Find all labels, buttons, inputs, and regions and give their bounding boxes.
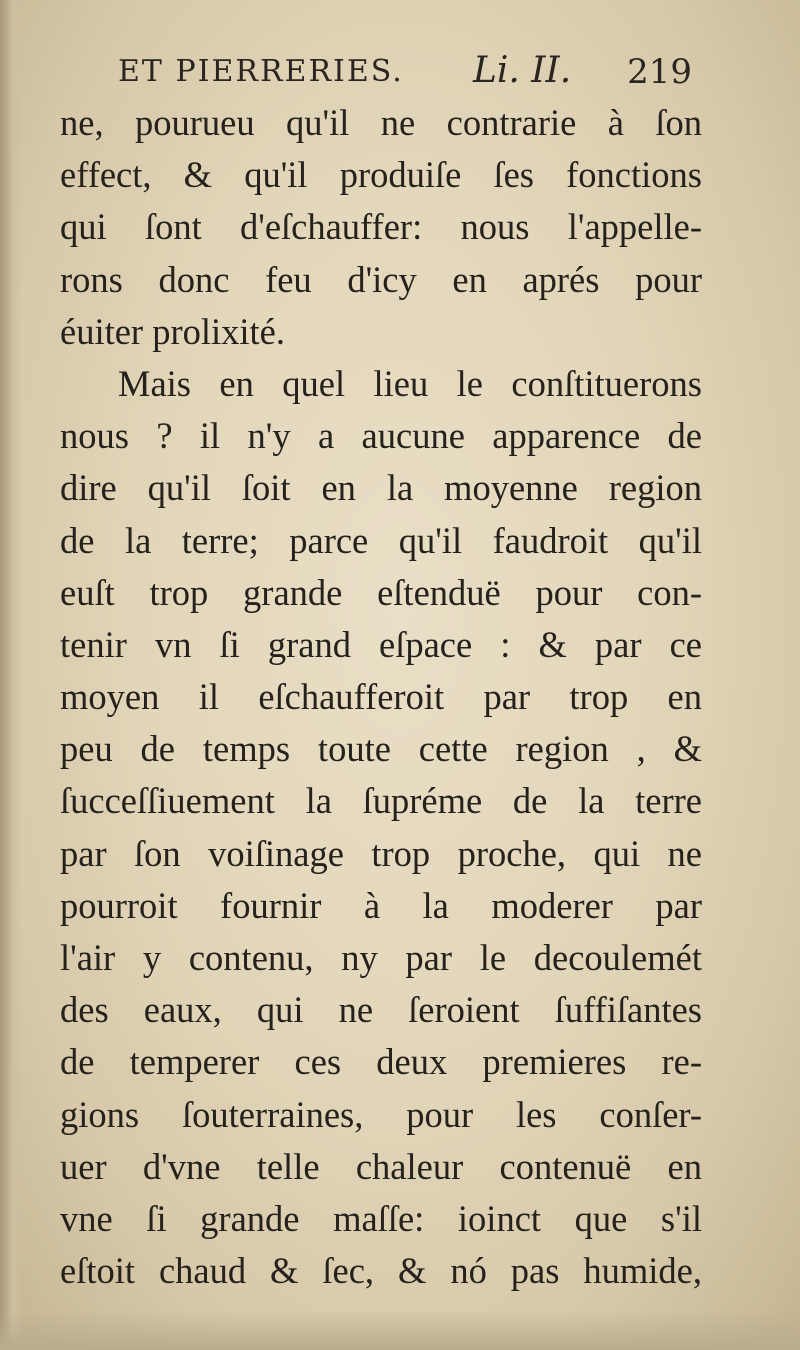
text-line: des eaux, qui ne ſeroient ſuffiſantes: [60, 989, 702, 1031]
text-line: eſtoit chaud & ſec, & nó pas humide,: [60, 1250, 702, 1292]
text-line: ſucceſſiuement la ſupréme de la terre: [60, 780, 702, 822]
text-line: nous ? il n'y a aucune apparence de: [60, 415, 702, 457]
book-reference: Li. II.: [473, 50, 572, 91]
text-line: de temperer ces deux premieres re-: [60, 1041, 702, 1083]
text-line: euſt trop grande eſtenduë pour con-: [60, 571, 702, 613]
text-line: peu de temps toute cette region , &: [60, 728, 702, 770]
text-line: pourroit fournir à la moderer par: [60, 884, 702, 926]
text-line: l'air y contenu, ny par le decoulemét: [60, 937, 702, 978]
text-line: dire qu'il ſoit en la moyenne region: [60, 467, 702, 509]
text-line: uer d'vne telle chaleur contenuë en: [60, 1145, 702, 1187]
text-line: vne ſi grande maſſe: ioinct que s'il: [60, 1197, 702, 1239]
body-text: [60, 97, 702, 1297]
text-line: ne, pourueu qu'il ne contrarie à ſon: [60, 102, 702, 143]
paragraph-first-line: Mais en quel lieu le conſtituerons: [118, 362, 702, 404]
text-line: par ſon voiſinage trop proche, qui ne: [60, 832, 702, 874]
text-line: tenir vn ſi grand eſpace : & par ce: [60, 623, 702, 665]
page-bottom-shadow: [0, 1310, 800, 1350]
page-gutter-shadow: [0, 0, 22, 1350]
text-line: rons donc feu d'icy en aprés pour: [60, 258, 702, 300]
text-line: gions ſouterraines, pour les conſer-: [60, 1093, 702, 1135]
text-line: moyen il eſchaufferoit par trop en: [60, 676, 702, 718]
page-number: 219: [627, 52, 692, 92]
text-line: qui ſont d'eſchauffer: nous l'appelle-: [60, 206, 702, 248]
text-line: effect, & qu'il produiſe ſes fonctions: [60, 154, 702, 196]
running-title: ET PIERRERIES.: [118, 54, 404, 89]
text-line: éuiter prolixité.: [60, 310, 286, 352]
text-line: de la terre; parce qu'il faudroit qu'il: [60, 519, 702, 561]
